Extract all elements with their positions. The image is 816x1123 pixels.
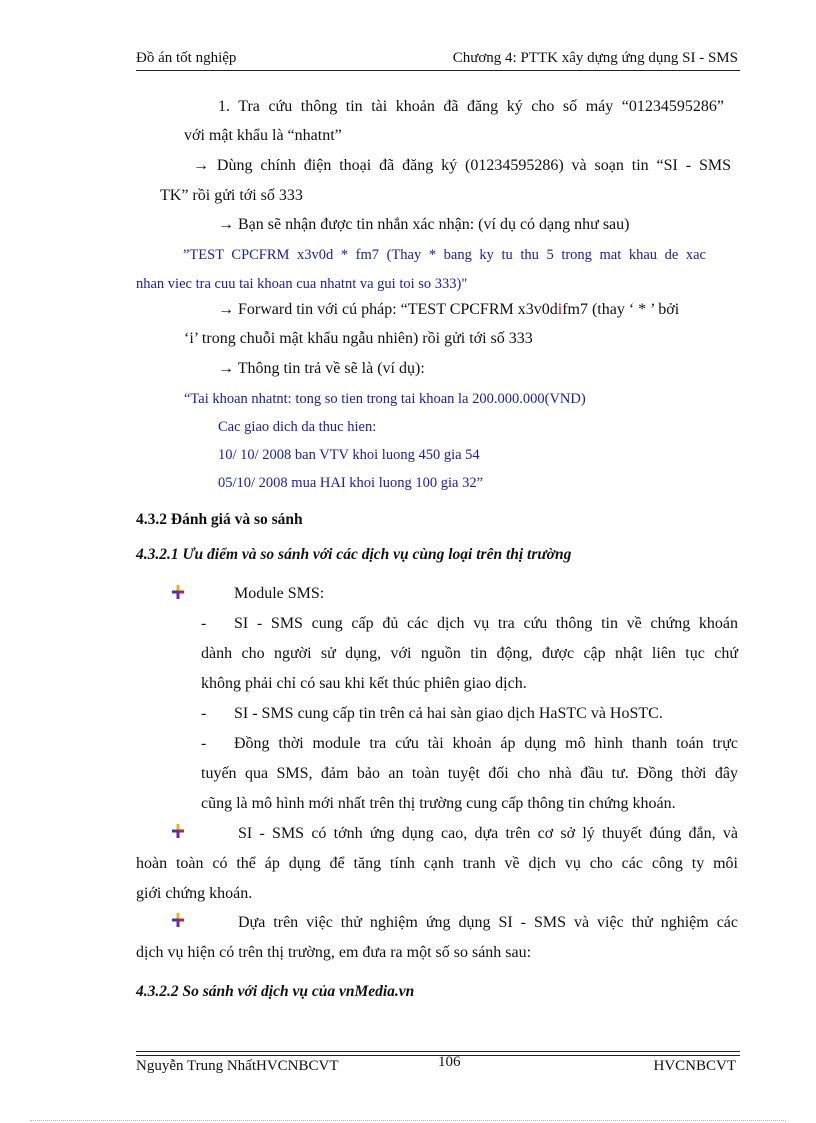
step2-line2: TK” rồi gửi tới số 333: [160, 187, 303, 204]
confirm-msg-line2: nhan viec tra cuu tai khoan cua nhatnt va gui toi so 333)": [136, 276, 468, 292]
para-b-line2: dịch vụ hiện có trên thị trường, em đưa ra một số so sánh sau:: [136, 944, 532, 961]
page-bottom-dotted-edge: [30, 1120, 786, 1121]
footer-rule-top: [136, 1051, 740, 1052]
step1-line2: với mật khẩu là “nhatnt”: [184, 127, 342, 144]
para-a-line2: hoàn toàn có thể áp dụng để tăng tính cạnh tranh về dịch vụ cho các công ty môi: [136, 855, 738, 872]
dash-item-3-line3: cũng là mô hình mới nhất trên thị trường cung cấp thông tin chứng khoán.: [201, 795, 676, 812]
header-rule: [136, 70, 740, 71]
footer-author: Nguyễn Trung NhấtHVCNBCVT: [136, 1058, 339, 1074]
result-msg-line3: 10/ 10/ 2008 ban VTV khoi luong 450 gia 54: [218, 447, 480, 463]
result-intro: → Thông tin trả về sẽ là (ví dụ):: [218, 360, 425, 377]
dash-item-2-line1: SI - SMS cung cấp tin trên cả hai sàn giao dịch HaSTC và HoSTC.: [234, 705, 663, 722]
dash-item-1-line2: dành cho người sử dụng, với nguồn tin động, được cập nhật liên tục chứ: [201, 645, 738, 662]
section-heading-4-3-2: 4.3.2 Đánh giá và so sánh: [136, 511, 303, 528]
footer-right: HVCNBCVT: [653, 1058, 736, 1074]
para-a-line1: SI - SMS có tớnh ứng dụng cao, dựa trên cơ sở lý thuyết đúng đắn, và: [238, 825, 738, 842]
para-b-line1: Dựa trên việc thử nghiệm ứng dụng SI - SMS và việc thử nghiệm các: [238, 914, 738, 931]
forward-line2: ‘i’ trong chuỗi mật khẩu ngẫu nhiên) rồi gửi tới số 333: [184, 330, 533, 347]
four-color-cross-bullet-icon: [170, 584, 186, 600]
forward-text-red: i: [557, 301, 563, 318]
module-sms-label: Module SMS:: [234, 585, 325, 602]
section-heading-4-3-2-2: 4.3.2.2 So sánh với dịch vụ của vnMedia.vn: [136, 983, 415, 1000]
para-a-line3: giới chứng khoán.: [136, 885, 253, 902]
dash-marker: -: [201, 615, 207, 632]
section-heading-4-3-2-1: 4.3.2.1 Ưu điểm và so sánh với các dịch vụ cùng loại trên thị trường: [136, 546, 572, 563]
step2-line1: → Dùng chính điện thoại đã đăng ký (01234595286) và soạn tin “SI - SMS: [193, 157, 731, 174]
four-color-cross-bullet-icon: [170, 823, 186, 839]
step3-text: → Bạn sẽ nhận được tin nhắn xác nhận: (ví dụ có dạng như sau): [218, 216, 630, 233]
dash-item-3-line2: tuyến qua SMS, đảm bảo an toàn tuyệt đối cho nhà đầu tư. Đồng thời đây: [201, 765, 738, 782]
forward-text-b: fm7 (thay ‘ * ’ bởi: [562, 301, 680, 318]
dash-marker: -: [201, 705, 207, 722]
confirm-msg-line1: ”TEST CPCFRM x3v0d * fm7 (Thay * bang ky tu thu 5 trong mat khau de xac: [183, 247, 706, 263]
step1-line1: 1. Tra cứu thông tin tài khoản đã đăng ký cho số máy “01234595286”: [218, 98, 724, 115]
footer-page-number: 106: [438, 1054, 461, 1070]
forward-line1: [218, 301, 679, 319]
dash-item-1-line3: không phải chỉ có sau khi kết thúc phiên giao dịch.: [201, 675, 527, 692]
four-color-cross-bullet-icon: [170, 912, 186, 928]
forward-text-a: → Forward tin với cú pháp: “TEST CPCFRM x3v0d: [218, 301, 558, 318]
dash-item-1-line1: SI - SMS cung cấp đủ các dịch vụ tra cứu thông tin về chứng khoán: [234, 615, 738, 632]
dash-marker: -: [201, 735, 207, 752]
header-left: Đồ án tốt nghiệp: [136, 50, 237, 66]
result-msg-line2: Cac giao dich da thuc hien:: [218, 419, 377, 435]
result-msg-line1: “Tai khoan nhatnt: tong so tien trong tai khoan la 200.000.000(VND): [184, 391, 586, 407]
dash-item-3-line1: Đồng thời module tra cứu tài khoản áp dụng mô hình thanh toán trực: [234, 735, 738, 752]
result-msg-line4: 05/10/ 2008 mua HAI khoi luong 100 gia 32”: [218, 475, 484, 491]
header-right: Chương 4: PTTK xây dựng ứng dụng SI - SMS: [452, 50, 738, 66]
